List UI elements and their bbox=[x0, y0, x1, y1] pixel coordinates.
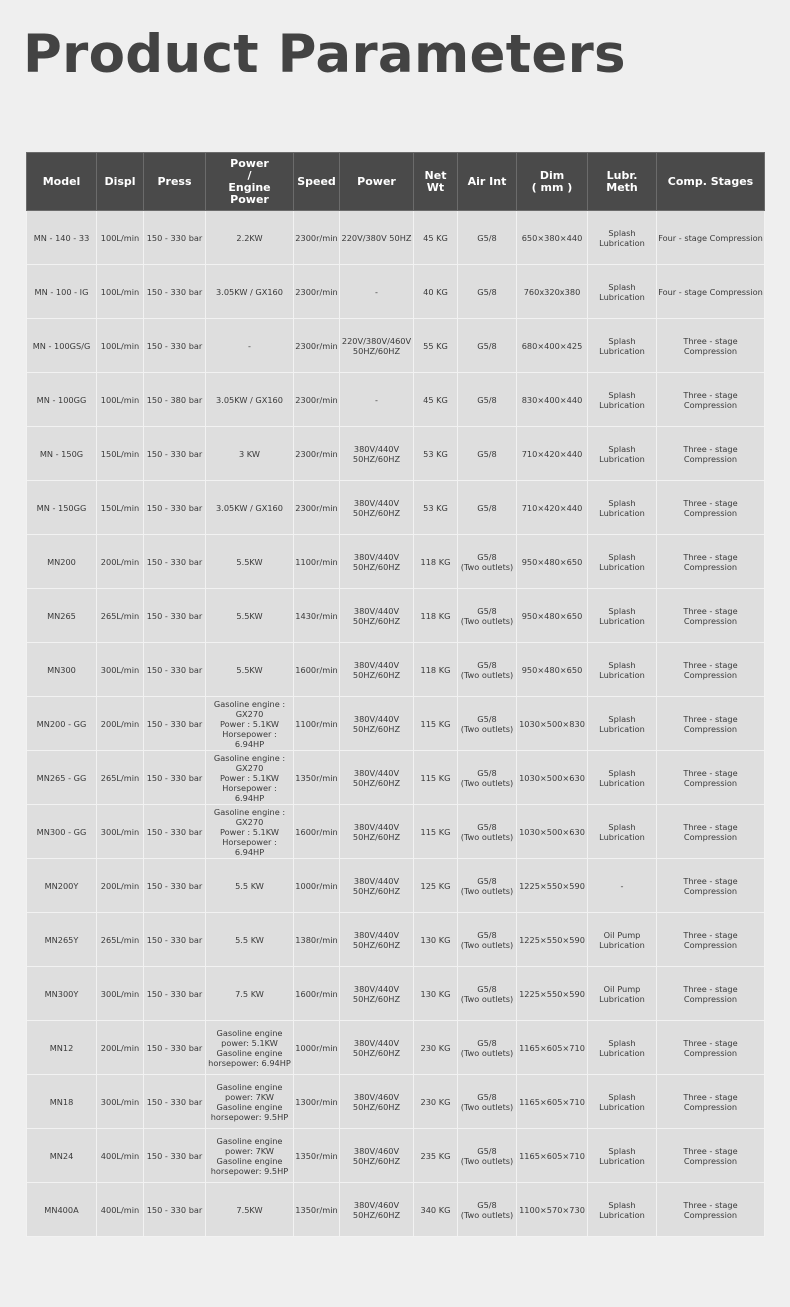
cell-dimensions: 1030×500×630 bbox=[517, 805, 588, 859]
cell-model: MN265Y bbox=[27, 913, 97, 967]
cell-air-intake: G5/8 bbox=[458, 265, 517, 319]
cell-engine-power: Gasoline engine : GX270 Power : 5.1KW Horsepower : 6.94HP bbox=[206, 805, 294, 859]
table-row bbox=[27, 751, 765, 805]
cell-model: MN - 140 - 33 bbox=[27, 211, 97, 265]
cell-speed: 1350r/min bbox=[294, 1183, 340, 1237]
cell-displacement: 200L/min bbox=[97, 535, 144, 589]
cell-air-intake: G5/8 (Two outlets) bbox=[458, 1183, 517, 1237]
cell-lubrication: Splash Lubrication bbox=[588, 805, 657, 859]
cell-air-intake: G5/8 bbox=[458, 373, 517, 427]
column-header-pressure: Press bbox=[144, 153, 206, 211]
cell-dimensions: 1165×605×710 bbox=[517, 1021, 588, 1075]
cell-speed: 2300r/min bbox=[294, 427, 340, 481]
cell-engine-power: 5.5KW bbox=[206, 535, 294, 589]
cell-dimensions: 1100×570×730 bbox=[517, 1183, 588, 1237]
cell-displacement: 100L/min bbox=[97, 319, 144, 373]
cell-model: MN400A bbox=[27, 1183, 97, 1237]
cell-power-supply: 380V/440V 50HZ/60HZ bbox=[340, 913, 414, 967]
column-header-speed: Speed bbox=[294, 153, 340, 211]
cell-lubrication: Splash Lubrication bbox=[588, 1129, 657, 1183]
table-row bbox=[27, 1129, 765, 1183]
cell-compression-stages: Three - stage Compression bbox=[657, 589, 765, 643]
cell-compression-stages: Three - stage Compression bbox=[657, 697, 765, 751]
cell-air-intake: G5/8 bbox=[458, 211, 517, 265]
cell-power-supply: 380V/440V 50HZ/60HZ bbox=[340, 481, 414, 535]
cell-engine-power: 5.5 KW bbox=[206, 859, 294, 913]
cell-displacement: 400L/min bbox=[97, 1183, 144, 1237]
cell-air-intake: G5/8 (Two outlets) bbox=[458, 1129, 517, 1183]
cell-engine-power: 5.5KW bbox=[206, 589, 294, 643]
cell-pressure: 150 - 330 bar bbox=[144, 211, 206, 265]
cell-pressure: 150 - 330 bar bbox=[144, 589, 206, 643]
cell-speed: 1430r/min bbox=[294, 589, 340, 643]
column-header-air-intake: Air Int bbox=[458, 153, 517, 211]
cell-displacement: 200L/min bbox=[97, 697, 144, 751]
cell-pressure: 150 - 330 bar bbox=[144, 751, 206, 805]
cell-displacement: 300L/min bbox=[97, 1075, 144, 1129]
cell-dimensions: 950×480×650 bbox=[517, 643, 588, 697]
cell-net-weight: 118 KG bbox=[414, 643, 458, 697]
cell-model: MN - 150GG bbox=[27, 481, 97, 535]
cell-speed: 1000r/min bbox=[294, 859, 340, 913]
cell-air-intake: G5/8 bbox=[458, 427, 517, 481]
cell-net-weight: 55 KG bbox=[414, 319, 458, 373]
cell-power-supply: 380V/440V 50HZ/60HZ bbox=[340, 751, 414, 805]
table-row bbox=[27, 589, 765, 643]
cell-air-intake: G5/8 (Two outlets) bbox=[458, 1021, 517, 1075]
cell-speed: 2300r/min bbox=[294, 319, 340, 373]
cell-power-supply: - bbox=[340, 265, 414, 319]
cell-lubrication: Splash Lubrication bbox=[588, 373, 657, 427]
cell-pressure: 150 - 330 bar bbox=[144, 805, 206, 859]
cell-engine-power: Gasoline engine power: 7KW Gasoline engine horsepower: 9.5HP bbox=[206, 1075, 294, 1129]
cell-displacement: 100L/min bbox=[97, 373, 144, 427]
table-row bbox=[27, 1021, 765, 1075]
cell-lubrication: Splash Lubrication bbox=[588, 643, 657, 697]
table-row bbox=[27, 1075, 765, 1129]
cell-net-weight: 118 KG bbox=[414, 535, 458, 589]
cell-air-intake: G5/8 bbox=[458, 319, 517, 373]
column-header-lubrication: Lubr. Meth bbox=[588, 153, 657, 211]
cell-model: MN12 bbox=[27, 1021, 97, 1075]
cell-lubrication: Splash Lubrication bbox=[588, 1183, 657, 1237]
table-row bbox=[27, 535, 765, 589]
page-title: Product Parameters bbox=[23, 24, 626, 85]
cell-lubrication: Splash Lubrication bbox=[588, 319, 657, 373]
cell-air-intake: G5/8 (Two outlets) bbox=[458, 859, 517, 913]
cell-engine-power: 2.2KW bbox=[206, 211, 294, 265]
cell-compression-stages: Three - stage Compression bbox=[657, 643, 765, 697]
table-row bbox=[27, 859, 765, 913]
cell-lubrication: Splash Lubrication bbox=[588, 211, 657, 265]
cell-displacement: 200L/min bbox=[97, 1021, 144, 1075]
cell-dimensions: 1030×500×830 bbox=[517, 697, 588, 751]
cell-dimensions: 680×400×425 bbox=[517, 319, 588, 373]
cell-compression-stages: Four - stage Compression bbox=[657, 211, 765, 265]
cell-pressure: 150 - 330 bar bbox=[144, 427, 206, 481]
cell-speed: 1350r/min bbox=[294, 751, 340, 805]
cell-dimensions: 1165×605×710 bbox=[517, 1075, 588, 1129]
cell-compression-stages: Three - stage Compression bbox=[657, 535, 765, 589]
cell-dimensions: 830×400×440 bbox=[517, 373, 588, 427]
cell-engine-power: 5.5KW bbox=[206, 643, 294, 697]
column-header-compression-stages: Comp. Stages bbox=[657, 153, 765, 211]
cell-compression-stages: Three - stage Compression bbox=[657, 319, 765, 373]
cell-speed: 1100r/min bbox=[294, 535, 340, 589]
column-header-dimensions: Dim ( mm ) bbox=[517, 153, 588, 211]
cell-displacement: 300L/min bbox=[97, 805, 144, 859]
cell-net-weight: 340 KG bbox=[414, 1183, 458, 1237]
cell-lubrication: Oil Pump Lubrication bbox=[588, 967, 657, 1021]
cell-lubrication: Oil Pump Lubrication bbox=[588, 913, 657, 967]
cell-pressure: 150 - 330 bar bbox=[144, 859, 206, 913]
cell-power-supply: 220V/380V 50HZ bbox=[340, 211, 414, 265]
cell-pressure: 150 - 330 bar bbox=[144, 319, 206, 373]
cell-engine-power: Gasoline engine : GX270 Power : 5.1KW Horsepower : 6.94HP bbox=[206, 751, 294, 805]
cell-engine-power: Gasoline engine : GX270 Power : 5.1KW Horsepower : 6.94HP bbox=[206, 697, 294, 751]
cell-engine-power: 7.5 KW bbox=[206, 967, 294, 1021]
cell-pressure: 150 - 330 bar bbox=[144, 643, 206, 697]
cell-air-intake: G5/8 (Two outlets) bbox=[458, 589, 517, 643]
table-row bbox=[27, 319, 765, 373]
cell-speed: 1100r/min bbox=[294, 697, 340, 751]
cell-lubrication: Splash Lubrication bbox=[588, 1021, 657, 1075]
column-header-net-weight: Net Wt bbox=[414, 153, 458, 211]
cell-speed: 1000r/min bbox=[294, 1021, 340, 1075]
cell-compression-stages: Three - stage Compression bbox=[657, 913, 765, 967]
cell-speed: 2300r/min bbox=[294, 211, 340, 265]
cell-power-supply: 380V/460V 50HZ/60HZ bbox=[340, 1183, 414, 1237]
cell-air-intake: G5/8 (Two outlets) bbox=[458, 913, 517, 967]
parameters-table bbox=[26, 152, 765, 1237]
cell-net-weight: 130 KG bbox=[414, 913, 458, 967]
cell-net-weight: 230 KG bbox=[414, 1075, 458, 1129]
cell-speed: 1600r/min bbox=[294, 643, 340, 697]
cell-net-weight: 115 KG bbox=[414, 751, 458, 805]
column-header-power-supply: Power bbox=[340, 153, 414, 211]
cell-air-intake: G5/8 bbox=[458, 481, 517, 535]
cell-power-supply: 380V/440V 50HZ/60HZ bbox=[340, 535, 414, 589]
cell-lubrication: Splash Lubrication bbox=[588, 1075, 657, 1129]
cell-power-supply: 220V/380V/460V 50HZ/60HZ bbox=[340, 319, 414, 373]
cell-displacement: 150L/min bbox=[97, 481, 144, 535]
cell-dimensions: 1165×605×710 bbox=[517, 1129, 588, 1183]
cell-dimensions: 1225×550×590 bbox=[517, 967, 588, 1021]
cell-compression-stages: Three - stage Compression bbox=[657, 1183, 765, 1237]
table-body bbox=[27, 211, 765, 1237]
cell-model: MN300 bbox=[27, 643, 97, 697]
cell-engine-power: 3.05KW / GX160 bbox=[206, 481, 294, 535]
cell-net-weight: 115 KG bbox=[414, 805, 458, 859]
cell-model: MN18 bbox=[27, 1075, 97, 1129]
table-row bbox=[27, 697, 765, 751]
cell-pressure: 150 - 330 bar bbox=[144, 1075, 206, 1129]
cell-displacement: 150L/min bbox=[97, 427, 144, 481]
cell-lubrication: Splash Lubrication bbox=[588, 265, 657, 319]
cell-model: MN265 - GG bbox=[27, 751, 97, 805]
cell-compression-stages: Three - stage Compression bbox=[657, 1075, 765, 1129]
header-row bbox=[27, 153, 765, 211]
cell-pressure: 150 - 330 bar bbox=[144, 697, 206, 751]
cell-engine-power: 3.05KW / GX160 bbox=[206, 373, 294, 427]
cell-dimensions: 710×420×440 bbox=[517, 427, 588, 481]
cell-displacement: 100L/min bbox=[97, 265, 144, 319]
table-header bbox=[27, 153, 765, 211]
cell-lubrication: Splash Lubrication bbox=[588, 697, 657, 751]
cell-net-weight: 130 KG bbox=[414, 967, 458, 1021]
cell-air-intake: G5/8 (Two outlets) bbox=[458, 643, 517, 697]
cell-model: MN200 bbox=[27, 535, 97, 589]
cell-net-weight: 118 KG bbox=[414, 589, 458, 643]
column-header-displacement: Displ bbox=[97, 153, 144, 211]
cell-power-supply: 380V/440V 50HZ/60HZ bbox=[340, 427, 414, 481]
cell-model: MN - 100GG bbox=[27, 373, 97, 427]
cell-engine-power: 3.05KW / GX160 bbox=[206, 265, 294, 319]
cell-power-supply: - bbox=[340, 373, 414, 427]
cell-speed: 2300r/min bbox=[294, 265, 340, 319]
cell-net-weight: 53 KG bbox=[414, 427, 458, 481]
cell-pressure: 150 - 330 bar bbox=[144, 1183, 206, 1237]
cell-power-supply: 380V/440V 50HZ/60HZ bbox=[340, 589, 414, 643]
table-row bbox=[27, 373, 765, 427]
cell-power-supply: 380V/440V 50HZ/60HZ bbox=[340, 805, 414, 859]
cell-net-weight: 53 KG bbox=[414, 481, 458, 535]
cell-power-supply: 380V/440V 50HZ/60HZ bbox=[340, 1021, 414, 1075]
cell-displacement: 300L/min bbox=[97, 967, 144, 1021]
cell-power-supply: 380V/440V 50HZ/60HZ bbox=[340, 967, 414, 1021]
cell-compression-stages: Three - stage Compression bbox=[657, 859, 765, 913]
cell-air-intake: G5/8 (Two outlets) bbox=[458, 751, 517, 805]
cell-pressure: 150 - 330 bar bbox=[144, 1129, 206, 1183]
cell-model: MN200Y bbox=[27, 859, 97, 913]
cell-model: MN200 - GG bbox=[27, 697, 97, 751]
table-row bbox=[27, 1183, 765, 1237]
column-header-model: Model bbox=[27, 153, 97, 211]
cell-compression-stages: Three - stage Compression bbox=[657, 481, 765, 535]
cell-compression-stages: Three - stage Compression bbox=[657, 751, 765, 805]
cell-lubrication: Splash Lubrication bbox=[588, 589, 657, 643]
table-row bbox=[27, 967, 765, 1021]
cell-net-weight: 230 KG bbox=[414, 1021, 458, 1075]
cell-pressure: 150 - 330 bar bbox=[144, 265, 206, 319]
cell-air-intake: G5/8 (Two outlets) bbox=[458, 535, 517, 589]
cell-dimensions: 950×480×650 bbox=[517, 589, 588, 643]
table-row bbox=[27, 913, 765, 967]
cell-displacement: 100L/min bbox=[97, 211, 144, 265]
cell-displacement: 300L/min bbox=[97, 643, 144, 697]
cell-speed: 1300r/min bbox=[294, 1075, 340, 1129]
cell-air-intake: G5/8 (Two outlets) bbox=[458, 967, 517, 1021]
cell-pressure: 150 - 330 bar bbox=[144, 967, 206, 1021]
cell-displacement: 265L/min bbox=[97, 913, 144, 967]
table-row bbox=[27, 643, 765, 697]
cell-lubrication: Splash Lubrication bbox=[588, 427, 657, 481]
cell-power-supply: 380V/440V 50HZ/60HZ bbox=[340, 697, 414, 751]
cell-model: MN300Y bbox=[27, 967, 97, 1021]
cell-engine-power: 3 KW bbox=[206, 427, 294, 481]
cell-air-intake: G5/8 (Two outlets) bbox=[458, 1075, 517, 1129]
cell-power-supply: 380V/460V 50HZ/60HZ bbox=[340, 1129, 414, 1183]
cell-dimensions: 1030×500×630 bbox=[517, 751, 588, 805]
cell-net-weight: 115 KG bbox=[414, 697, 458, 751]
cell-engine-power: 7.5KW bbox=[206, 1183, 294, 1237]
cell-lubrication: Splash Lubrication bbox=[588, 535, 657, 589]
cell-compression-stages: Three - stage Compression bbox=[657, 1021, 765, 1075]
cell-air-intake: G5/8 (Two outlets) bbox=[458, 805, 517, 859]
cell-net-weight: 235 KG bbox=[414, 1129, 458, 1183]
cell-engine-power: 5.5 KW bbox=[206, 913, 294, 967]
cell-compression-stages: Three - stage Compression bbox=[657, 1129, 765, 1183]
column-header-engine-power: Power / Engine Power bbox=[206, 153, 294, 211]
table-row bbox=[27, 265, 765, 319]
cell-displacement: 265L/min bbox=[97, 751, 144, 805]
cell-pressure: 150 - 330 bar bbox=[144, 535, 206, 589]
cell-engine-power: - bbox=[206, 319, 294, 373]
cell-lubrication: - bbox=[588, 859, 657, 913]
cell-model: MN - 150G bbox=[27, 427, 97, 481]
cell-dimensions: 710×420×440 bbox=[517, 481, 588, 535]
table-row bbox=[27, 481, 765, 535]
cell-dimensions: 760x320x380 bbox=[517, 265, 588, 319]
cell-pressure: 150 - 330 bar bbox=[144, 913, 206, 967]
cell-speed: 1600r/min bbox=[294, 967, 340, 1021]
cell-compression-stages: Three - stage Compression bbox=[657, 427, 765, 481]
cell-net-weight: 45 KG bbox=[414, 211, 458, 265]
cell-speed: 2300r/min bbox=[294, 373, 340, 427]
cell-model: MN - 100GS/G bbox=[27, 319, 97, 373]
cell-model: MN24 bbox=[27, 1129, 97, 1183]
cell-net-weight: 45 KG bbox=[414, 373, 458, 427]
cell-model: MN - 100 - IG bbox=[27, 265, 97, 319]
cell-model: MN265 bbox=[27, 589, 97, 643]
cell-air-intake: G5/8 (Two outlets) bbox=[458, 697, 517, 751]
cell-speed: 2300r/min bbox=[294, 481, 340, 535]
cell-compression-stages: Three - stage Compression bbox=[657, 967, 765, 1021]
cell-pressure: 150 - 330 bar bbox=[144, 481, 206, 535]
cell-pressure: 150 - 380 bar bbox=[144, 373, 206, 427]
cell-speed: 1380r/min bbox=[294, 913, 340, 967]
cell-displacement: 400L/min bbox=[97, 1129, 144, 1183]
cell-compression-stages: Three - stage Compression bbox=[657, 373, 765, 427]
cell-net-weight: 40 KG bbox=[414, 265, 458, 319]
cell-speed: 1600r/min bbox=[294, 805, 340, 859]
cell-compression-stages: Four - stage Compression bbox=[657, 265, 765, 319]
cell-power-supply: 380V/460V 50HZ/60HZ bbox=[340, 1075, 414, 1129]
cell-dimensions: 1225×550×590 bbox=[517, 913, 588, 967]
cell-speed: 1350r/min bbox=[294, 1129, 340, 1183]
cell-power-supply: 380V/440V 50HZ/60HZ bbox=[340, 643, 414, 697]
cell-lubrication: Splash Lubrication bbox=[588, 481, 657, 535]
cell-dimensions: 1225×550×590 bbox=[517, 859, 588, 913]
cell-power-supply: 380V/440V 50HZ/60HZ bbox=[340, 859, 414, 913]
cell-net-weight: 125 KG bbox=[414, 859, 458, 913]
cell-lubrication: Splash Lubrication bbox=[588, 751, 657, 805]
cell-dimensions: 950×480×650 bbox=[517, 535, 588, 589]
cell-engine-power: Gasoline engine power: 7KW Gasoline engine horsepower: 9.5HP bbox=[206, 1129, 294, 1183]
cell-dimensions: 650×380×440 bbox=[517, 211, 588, 265]
cell-displacement: 265L/min bbox=[97, 589, 144, 643]
cell-compression-stages: Three - stage Compression bbox=[657, 805, 765, 859]
table-row bbox=[27, 805, 765, 859]
cell-displacement: 200L/min bbox=[97, 859, 144, 913]
table-row bbox=[27, 211, 765, 265]
cell-pressure: 150 - 330 bar bbox=[144, 1021, 206, 1075]
table-row bbox=[27, 427, 765, 481]
cell-engine-power: Gasoline engine power: 5.1KW Gasoline engine horsepower: 6.94HP bbox=[206, 1021, 294, 1075]
cell-model: MN300 - GG bbox=[27, 805, 97, 859]
